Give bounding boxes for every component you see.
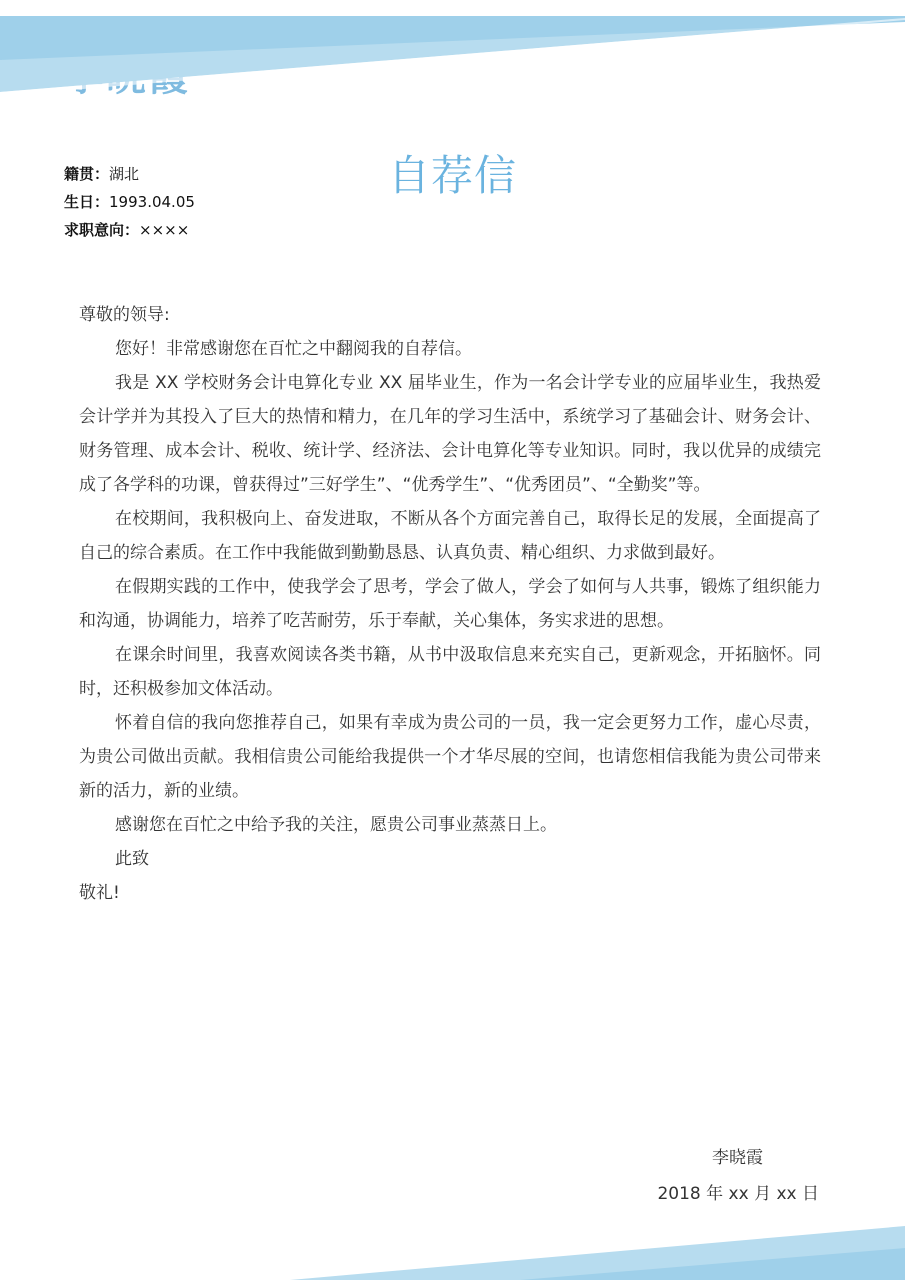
signature-date: 2018 年 xx 月 xx 日: [657, 1184, 819, 1204]
paragraph: 在假期实践的工作中，使我学会了思考，学会了做人，学会了如何与人共事，锻炼了组织能力和沟通，协调能力，培养了吃苦耐劳，乐于奉献，关心集体，务实求进的思想。: [79, 577, 821, 631]
paragraph: 在校期间，我积极向上、奋发进取，不断从各个方面完善自己，取得长足的发展，全面提高了自己的综合素质。在工作中我能做到勤勤恳恳、认真负责、精心组织、力求做到最好。: [79, 509, 821, 563]
paragraph: 此致: [115, 849, 149, 869]
letter-body: [79, 298, 821, 910]
paragraph: 怀着自信的我向您推荐自己，如果有幸成为贵公司的一员，我一定会更努力工作，虚心尽责，为贵公司做出贡献。我相信贵公司能给我提供一个才华尽展的空间，也请您相信我能为贵公司带来新的活力，新的业绩。: [79, 713, 821, 801]
signature-name: 李晓霞: [712, 1148, 763, 1168]
salutation: 尊敬的领导:: [79, 305, 170, 325]
letter-title: 自荐信: [387, 151, 517, 200]
paragraph: 您好！非常感谢您在百忙之中翻阅我的自荐信。: [115, 339, 472, 359]
paragraph: 在课余时间里，我喜欢阅读各类书籍，从书中汲取信息来充实自己，更新观念，开拓脑怀。同时，还积极参加文体活动。: [79, 645, 821, 699]
closing: 敬礼!: [79, 883, 120, 903]
signature-block: [657, 1140, 819, 1212]
info-value: 1993.04.05: [109, 193, 195, 211]
info-value: ××××: [139, 221, 190, 239]
info-row-job-intention: [64, 216, 195, 244]
paragraph: 我是 XX 学校财务会计电算化专业 XX 届毕业生，作为一名会计学专业的应届毕业生，我热爱会计学并为其投入了巨大的热情和精力，在几年的学习生活中，系统学习了基础会计、财务会计、财务管理、成本会计、税收、统计学、经济法、会计电算化等专业知识。同时，我以优异的成绩完成了各学科的功课，曾获得过”三好学生”、“优秀学生”、“优秀团员”、“全勤奖”等。: [79, 373, 821, 495]
info-value: 湖北: [109, 165, 140, 183]
paragraph: 感谢您在百忙之中给予我的关注，愿贵公司事业蒸蒸日上。: [115, 815, 557, 835]
info-label: 籍贯：: [64, 165, 110, 183]
info-label: 求职意向：: [64, 221, 140, 239]
info-label: 生日：: [64, 193, 110, 211]
top-decorative-band: [0, 0, 905, 110]
